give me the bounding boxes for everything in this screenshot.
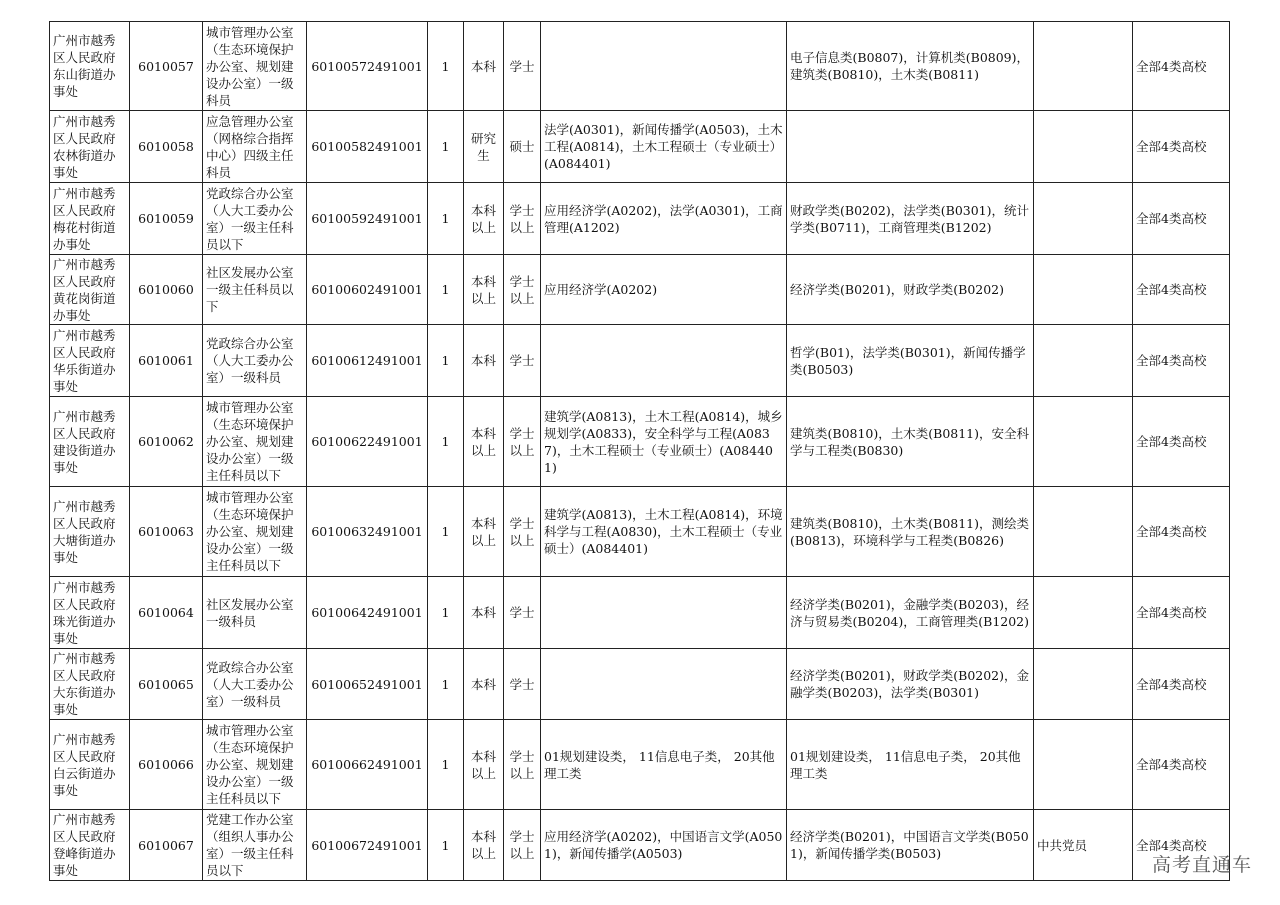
education-cell: 本科以上 <box>464 255 504 325</box>
count-cell: 1 <box>428 183 464 255</box>
position-cell: 应急管理办公室（网格综合指挥中心）四级主任科员 <box>203 111 307 183</box>
degree-cell: 硕士 <box>504 111 541 183</box>
table-row <box>50 183 1230 255</box>
table-row <box>50 325 1230 397</box>
graduate-major-cell <box>541 649 787 720</box>
source-cell: 全部4类高校 <box>1133 22 1230 111</box>
undergrad-major-cell: 财政学类(B0202)，法学类(B0301)，统计学类(B0711)，工商管理类(B1202) <box>787 183 1034 255</box>
code-cell: 6010059 <box>130 183 203 255</box>
undergrad-major-cell: 经济学类(B0201)，金融学类(B0203)，经济与贸易类(B0204)，工商管理类(B1202) <box>787 577 1034 649</box>
source-cell: 全部4类高校 <box>1133 183 1230 255</box>
graduate-major-cell: 法学(A0301)，新闻传播学(A0503)，土木工程(A0814)，土木工程硕士（专业硕士）(A084401) <box>541 111 787 183</box>
undergrad-major-cell <box>787 111 1034 183</box>
graduate-major-cell <box>541 22 787 111</box>
position-cell: 党政综合办公室（人大工委办公室）一级主任科员以下 <box>203 183 307 255</box>
undergrad-major-cell: 电子信息类(B0807)，计算机类(B0809)，建筑类(B0810)，土木类(B0811) <box>787 22 1034 111</box>
count-cell: 1 <box>428 649 464 720</box>
table-row <box>50 255 1230 325</box>
org-cell: 广州市越秀区人民政府梅花村街道办事处 <box>50 183 130 255</box>
post-code-cell: 60100662491001 <box>307 720 428 810</box>
degree-cell: 学士以上 <box>504 255 541 325</box>
other-requirement-cell: 中共党员 <box>1034 810 1133 881</box>
org-cell: 广州市越秀区人民政府黄花岗街道办事处 <box>50 255 130 325</box>
source-cell: 全部4类高校 <box>1133 487 1230 577</box>
count-cell: 1 <box>428 325 464 397</box>
count-cell: 1 <box>428 577 464 649</box>
education-cell: 本科以上 <box>464 487 504 577</box>
table-row <box>50 649 1230 720</box>
table-row <box>50 487 1230 577</box>
post-code-cell: 60100672491001 <box>307 810 428 881</box>
table-row <box>50 22 1230 111</box>
code-cell: 6010058 <box>130 111 203 183</box>
source-cell: 全部4类高校 <box>1133 810 1230 881</box>
position-cell: 社区发展办公室一级主任科员以下 <box>203 255 307 325</box>
source-cell: 全部4类高校 <box>1133 720 1230 810</box>
table-row <box>50 397 1230 487</box>
post-code-cell: 60100572491001 <box>307 22 428 111</box>
code-cell: 6010064 <box>130 577 203 649</box>
degree-cell: 学士以上 <box>504 720 541 810</box>
post-code-cell: 60100632491001 <box>307 487 428 577</box>
count-cell: 1 <box>428 111 464 183</box>
count-cell: 1 <box>428 487 464 577</box>
code-cell: 6010066 <box>130 720 203 810</box>
degree-cell: 学士 <box>504 325 541 397</box>
source-cell: 全部4类高校 <box>1133 255 1230 325</box>
org-cell: 广州市越秀区人民政府白云街道办事处 <box>50 720 130 810</box>
education-cell: 本科以上 <box>464 397 504 487</box>
position-cell: 社区发展办公室一级科员 <box>203 577 307 649</box>
education-cell: 本科 <box>464 649 504 720</box>
code-cell: 6010067 <box>130 810 203 881</box>
graduate-major-cell: 应用经济学(A0202)，法学(A0301)，工商管理(A1202) <box>541 183 787 255</box>
org-cell: 广州市越秀区人民政府东山街道办事处 <box>50 22 130 111</box>
code-cell: 6010065 <box>130 649 203 720</box>
other-requirement-cell <box>1034 487 1133 577</box>
other-requirement-cell <box>1034 397 1133 487</box>
degree-cell: 学士 <box>504 22 541 111</box>
graduate-major-cell <box>541 577 787 649</box>
position-cell: 城市管理办公室（生态环境保护办公室、规划建设办公室）一级主任科员以下 <box>203 487 307 577</box>
other-requirement-cell <box>1034 111 1133 183</box>
undergrad-major-cell: 01规划建设类， 11信息电子类， 20其他理工类 <box>787 720 1034 810</box>
other-requirement-cell <box>1034 22 1133 111</box>
position-cell: 城市管理办公室（生态环境保护办公室、规划建设办公室）一级主任科员以下 <box>203 720 307 810</box>
graduate-major-cell: 01规划建设类， 11信息电子类， 20其他理工类 <box>541 720 787 810</box>
education-cell: 本科以上 <box>464 183 504 255</box>
degree-cell: 学士以上 <box>504 397 541 487</box>
other-requirement-cell <box>1034 325 1133 397</box>
other-requirement-cell <box>1034 577 1133 649</box>
other-requirement-cell <box>1034 183 1133 255</box>
graduate-major-cell: 建筑学(A0813)，土木工程(A0814)，城乡规划学(A0833)，安全科学与工程(A0837)，土木工程硕士（专业硕士）(A084401) <box>541 397 787 487</box>
count-cell: 1 <box>428 22 464 111</box>
org-cell: 广州市越秀区人民政府珠光街道办事处 <box>50 577 130 649</box>
org-cell: 广州市越秀区人民政府农林街道办事处 <box>50 111 130 183</box>
watermark-text: 高考直通车 <box>1151 854 1252 876</box>
source-cell: 全部4类高校 <box>1133 397 1230 487</box>
count-cell: 1 <box>428 255 464 325</box>
post-code-cell: 60100582491001 <box>307 111 428 183</box>
undergrad-major-cell: 经济学类(B0201)，财政学类(B0202)，金融学类(B0203)，法学类(B0301) <box>787 649 1034 720</box>
undergrad-major-cell: 经济学类(B0201)，财政学类(B0202) <box>787 255 1034 325</box>
table-row <box>50 577 1230 649</box>
undergrad-major-cell: 经济学类(B0201)，中国语言文学类(B0501)，新闻传播学类(B0503) <box>787 810 1034 881</box>
position-cell: 党政综合办公室（人大工委办公室）一级科员 <box>203 325 307 397</box>
org-cell: 广州市越秀区人民政府建设街道办事处 <box>50 397 130 487</box>
degree-cell: 学士以上 <box>504 183 541 255</box>
org-cell: 广州市越秀区人民政府登峰街道办事处 <box>50 810 130 881</box>
source-cell: 全部4类高校 <box>1133 111 1230 183</box>
position-cell: 党建工作办公室（组织人事办公室）一级主任科员以下 <box>203 810 307 881</box>
other-requirement-cell <box>1034 255 1133 325</box>
post-code-cell: 60100642491001 <box>307 577 428 649</box>
graduate-major-cell <box>541 325 787 397</box>
education-cell: 本科 <box>464 577 504 649</box>
education-cell: 本科以上 <box>464 810 504 881</box>
education-cell: 本科以上 <box>464 720 504 810</box>
position-cell: 党政综合办公室（人大工委办公室）一级科员 <box>203 649 307 720</box>
other-requirement-cell <box>1034 649 1133 720</box>
code-cell: 6010062 <box>130 397 203 487</box>
degree-cell: 学士 <box>504 577 541 649</box>
org-cell: 广州市越秀区人民政府大东街道办事处 <box>50 649 130 720</box>
graduate-major-cell: 应用经济学(A0202) <box>541 255 787 325</box>
position-cell: 城市管理办公室（生态环境保护办公室、规划建设办公室）一级主任科员以下 <box>203 397 307 487</box>
code-cell: 6010060 <box>130 255 203 325</box>
table-row <box>50 720 1230 810</box>
source-cell: 全部4类高校 <box>1133 649 1230 720</box>
degree-cell: 学士 <box>504 649 541 720</box>
degree-cell: 学士以上 <box>504 810 541 881</box>
table-row <box>50 111 1230 183</box>
undergrad-major-cell: 建筑类(B0810)，土木类(B0811)，测绘类(B0813)，环境科学与工程类(B0826) <box>787 487 1034 577</box>
undergrad-major-cell: 建筑类(B0810)，土木类(B0811)，安全科学与工程类(B0830) <box>787 397 1034 487</box>
table-row <box>50 810 1230 881</box>
graduate-major-cell: 应用经济学(A0202)，中国语言文学(A0501)，新闻传播学(A0503) <box>541 810 787 881</box>
undergrad-major-cell: 哲学(B01)，法学类(B0301)，新闻传播学类(B0503) <box>787 325 1034 397</box>
graduate-major-cell: 建筑学(A0813)，土木工程(A0814)，环境科学与工程(A0830)，土木工程硕士（专业硕士）(A084401) <box>541 487 787 577</box>
post-code-cell: 60100652491001 <box>307 649 428 720</box>
post-code-cell: 60100592491001 <box>307 183 428 255</box>
education-cell: 本科 <box>464 22 504 111</box>
post-code-cell: 60100612491001 <box>307 325 428 397</box>
other-requirement-cell <box>1034 720 1133 810</box>
count-cell: 1 <box>428 720 464 810</box>
job-table <box>49 21 1230 881</box>
source-cell: 全部4类高校 <box>1133 577 1230 649</box>
post-code-cell: 60100622491001 <box>307 397 428 487</box>
source-cell: 全部4类高校 <box>1133 325 1230 397</box>
education-cell: 研究生 <box>464 111 504 183</box>
code-cell: 6010063 <box>130 487 203 577</box>
degree-cell: 学士以上 <box>504 487 541 577</box>
org-cell: 广州市越秀区人民政府华乐街道办事处 <box>50 325 130 397</box>
education-cell: 本科 <box>464 325 504 397</box>
code-cell: 6010057 <box>130 22 203 111</box>
position-cell: 城市管理办公室（生态环境保护办公室、规划建设办公室）一级科员 <box>203 22 307 111</box>
count-cell: 1 <box>428 397 464 487</box>
code-cell: 6010061 <box>130 325 203 397</box>
org-cell: 广州市越秀区人民政府大塘街道办事处 <box>50 487 130 577</box>
count-cell: 1 <box>428 810 464 881</box>
post-code-cell: 60100602491001 <box>307 255 428 325</box>
